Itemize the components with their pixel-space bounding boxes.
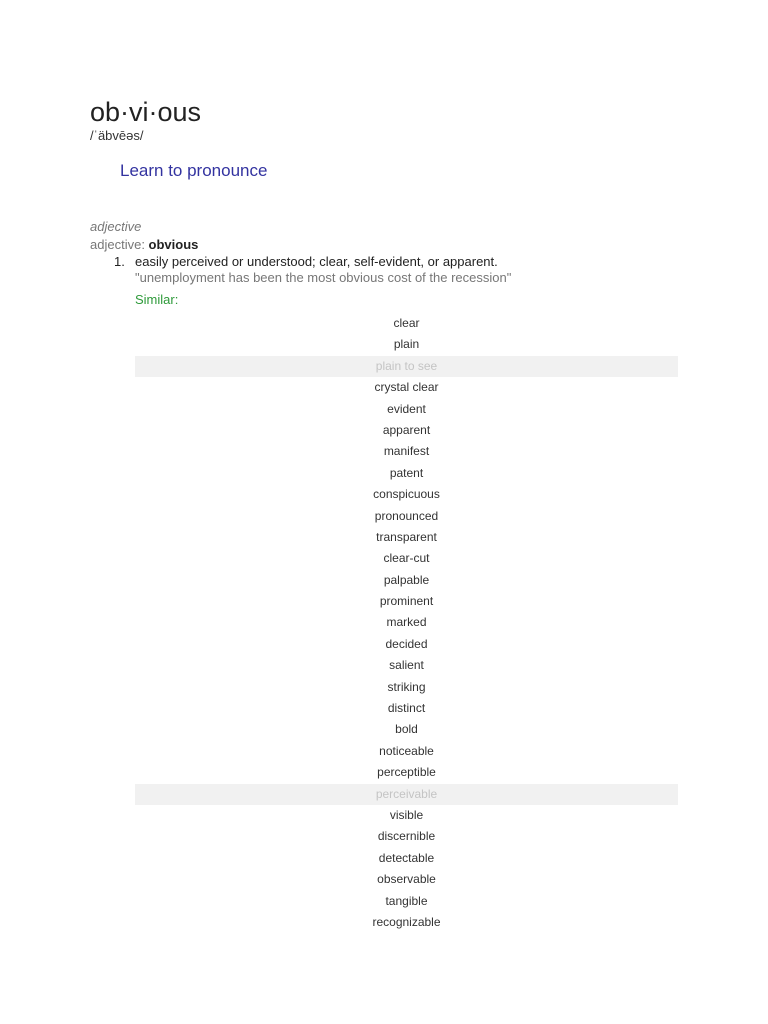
synonym-item[interactable]: discernible xyxy=(377,829,436,844)
synonym-item[interactable]: crystal clear xyxy=(374,380,439,395)
synonym-list xyxy=(135,313,678,933)
synonym-item[interactable]: tangible xyxy=(385,893,428,908)
part-of-speech-separator: : xyxy=(141,237,149,252)
synonym-item[interactable]: patent xyxy=(389,465,424,480)
synonym-item[interactable]: visible xyxy=(389,807,424,822)
example-sentence: "unemployment has been the most obvious cost of the recession" xyxy=(135,270,512,285)
synonym-item[interactable]: recognizable xyxy=(372,914,441,929)
entry-word: obvious xyxy=(148,237,199,252)
synonym-item[interactable]: salient xyxy=(389,658,424,673)
part-of-speech-line xyxy=(90,237,198,253)
synonym-item[interactable]: manifest xyxy=(383,444,430,459)
synonym-item[interactable]: distinct xyxy=(387,701,426,716)
synonym-item[interactable]: clear xyxy=(393,316,420,330)
phonetic-spelling: /ˈäbvēəs/ xyxy=(90,128,144,143)
synonym-item[interactable]: observable xyxy=(377,872,436,887)
synonym-item[interactable]: transparent xyxy=(376,529,437,544)
synonym-item[interactable]: perceptible xyxy=(377,765,436,780)
synonym-item[interactable]: evident xyxy=(387,401,426,416)
synonym-item[interactable]: apparent xyxy=(382,422,431,437)
part-of-speech-heading: adjective xyxy=(90,219,142,234)
definition-text: easily perceived or understood; clear, self-evident, or apparent. xyxy=(135,254,498,269)
learn-to-pronounce-link[interactable]: Learn to pronounce xyxy=(120,161,268,180)
synonym-item[interactable]: palpable xyxy=(383,572,430,587)
synonym-item[interactable]: decided xyxy=(385,636,428,651)
synonym-item[interactable]: conspicuous xyxy=(373,487,440,502)
synonym-item[interactable]: plain xyxy=(393,337,420,352)
synonym-item[interactable]: clear-cut xyxy=(383,551,430,566)
synonym-item[interactable]: prominent xyxy=(379,594,434,609)
sense-number: 1. xyxy=(114,254,125,269)
synonym-item[interactable]: bold xyxy=(395,722,418,737)
synonym-item[interactable]: marked xyxy=(386,615,427,630)
headword: ob·vi·ous xyxy=(90,97,202,127)
synonym-item[interactable]: plain to see xyxy=(135,356,678,377)
part-of-speech-prefix: adjective xyxy=(90,237,142,252)
similar-label: Similar: xyxy=(135,292,179,307)
synonym-item[interactable]: pronounced xyxy=(374,508,439,523)
synonym-item[interactable]: noticeable xyxy=(379,743,434,758)
synonym-item[interactable]: detectable xyxy=(378,850,435,865)
synonym-item[interactable]: perceivable xyxy=(135,784,678,805)
synonym-item[interactable]: striking xyxy=(387,679,426,694)
